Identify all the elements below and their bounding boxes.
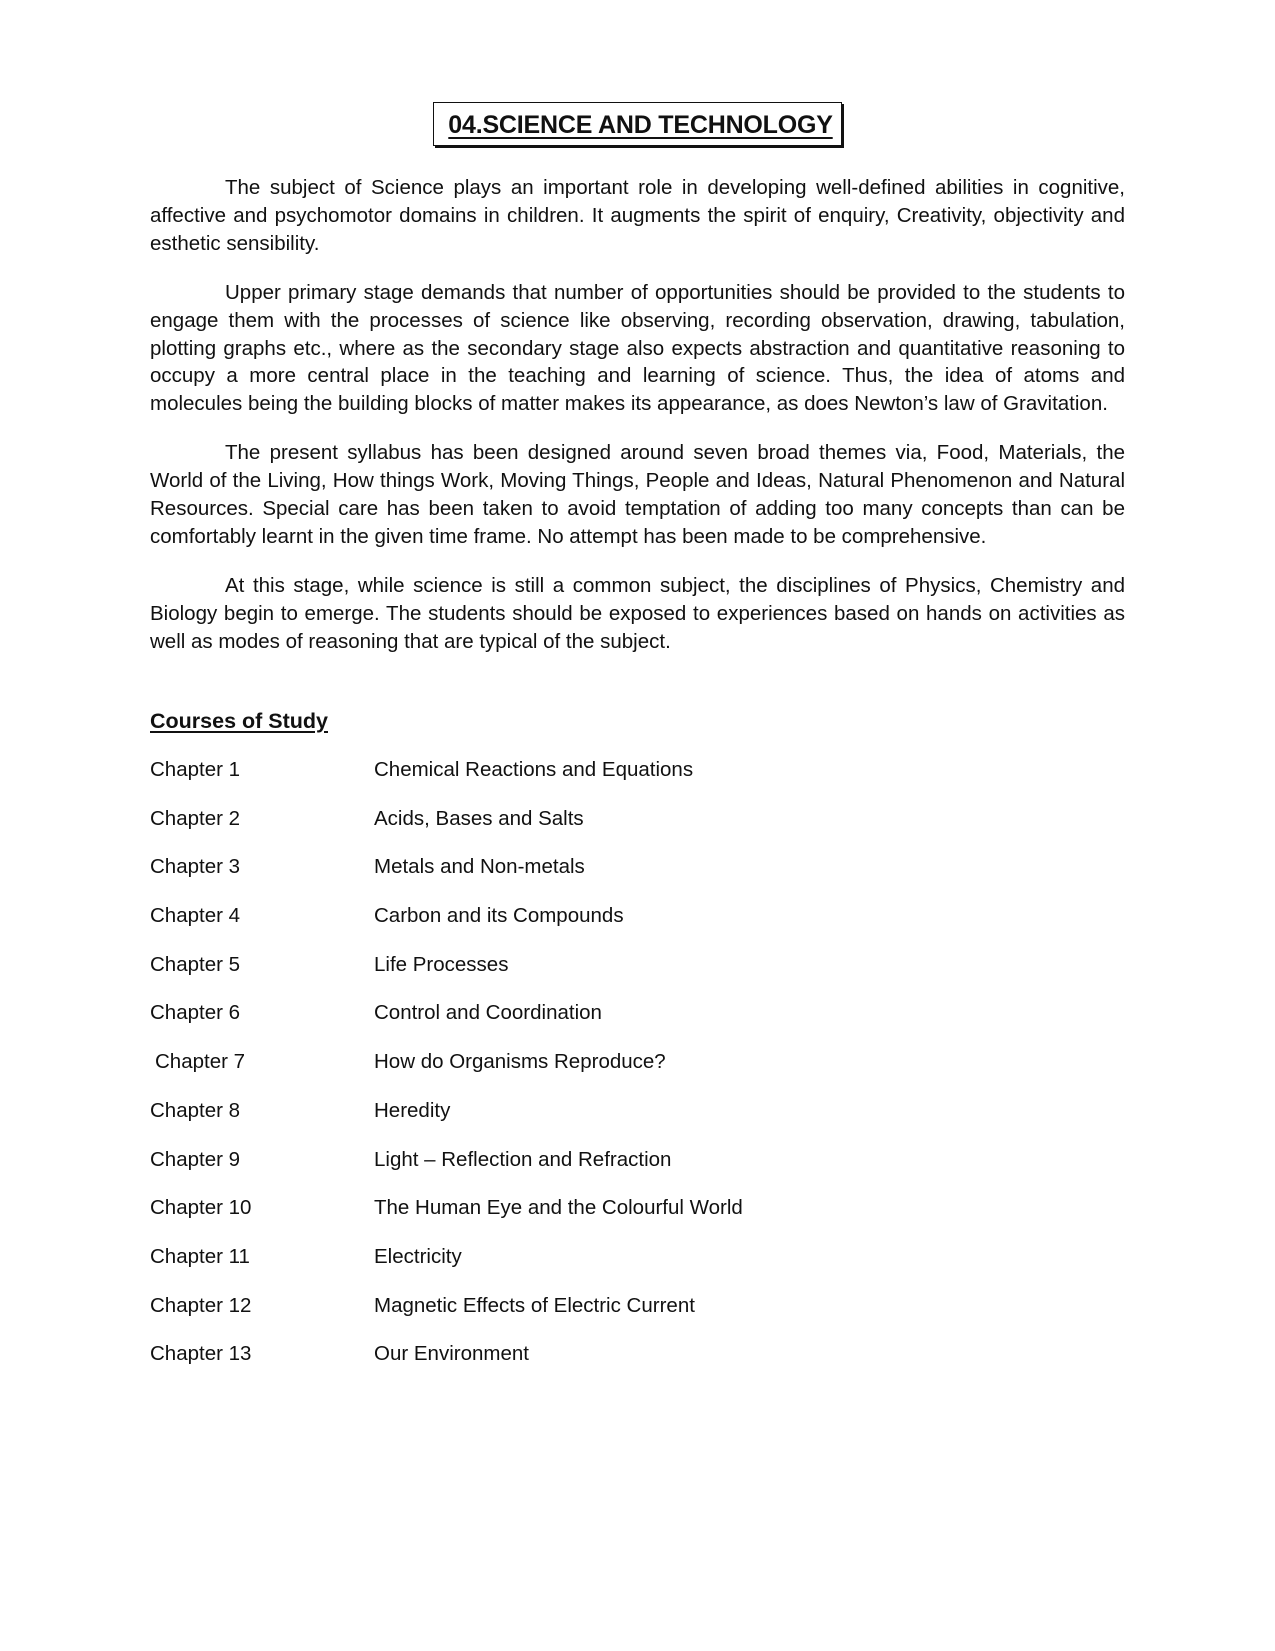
chapter-number: Chapter 1	[150, 758, 241, 781]
chapter-number: Chapter 2	[150, 806, 241, 830]
chapter-row	[150, 1146, 1050, 1195]
chapter-number: Chapter 13	[150, 1342, 252, 1366]
chapter-title: Control and Coordination	[374, 1001, 602, 1025]
chapter-row	[150, 1097, 1050, 1146]
chapter-row	[150, 902, 1050, 951]
chapter-number: Chapter 4	[150, 904, 241, 928]
chapter-number: Chapter 10	[150, 1196, 252, 1220]
title-container	[0, 102, 1275, 146]
chapter-number: Chapter 12	[150, 1293, 252, 1317]
introduction-text	[150, 174, 1125, 677]
chapter-title: Electricity	[374, 1244, 462, 1268]
chapter-title: Heredity	[374, 1098, 451, 1122]
chapter-title: Magnetic Effects of Electric Current	[374, 1293, 695, 1317]
chapter-list	[150, 756, 1050, 1389]
paragraph: Upper primary stage demands that number of opportunities should be provided to the students to engage them with the processes of science like observing, recording observation, drawing, tabulation, plotting graphs etc., where as the secondary stage also expects abstraction and quantitative reasoning to occupy a more central place in the teaching and learning of science. Thus, the idea of atoms and molecules being the building blocks of matter makes its appearance, as does Newton’s law of Gravitation.	[150, 280, 1125, 416]
chapter-number: Chapter 6	[150, 1001, 241, 1025]
chapter-title: The Human Eye and the Colourful World	[374, 1196, 743, 1220]
chapter-number: Chapter 11	[150, 1244, 250, 1268]
chapter-title: Chemical Reactions and Equations	[374, 758, 694, 781]
chapter-number: Chapter 5	[150, 952, 241, 976]
chapter-row	[150, 1048, 1050, 1097]
paragraph: The present syllabus has been designed around seven broad themes via, Food, Materials, the World of the Living, How things Work, Moving Things, People and Ideas, Natural Phenomenon and Natural Resources. Special care has been taken to avoid temptation of adding too many concepts than can be comfortably learnt in the given time frame. No attempt has been made to be comprehensive.	[150, 441, 1125, 548]
chapter-number: Chapter 8	[150, 1098, 241, 1122]
chapter-title: How do Organisms Reproduce?	[374, 1050, 666, 1074]
chapter-row	[150, 1292, 1050, 1341]
courses-heading: Courses of Study	[150, 709, 328, 733]
paragraph: At this stage, while science is still a common subject, the disciplines of Physics, Chemistry and Biology begin to emerge. The students should be exposed to experiences based on hands on activities as well as modes of reasoning that are typical of the subject.	[150, 573, 1125, 653]
chapter-row	[150, 805, 1050, 854]
paragraph: The subject of Science plays an important role in developing well-defined abilities in cognitive, affective and psychomotor domains in children. It augments the spirit of enquiry, Creativity, objectivity and esthetic sensibility.	[150, 176, 1125, 255]
chapter-row	[150, 853, 1050, 902]
chapter-number: Chapter 3	[150, 855, 241, 879]
chapter-title: Acids, Bases and Salts	[374, 806, 584, 830]
chapter-row	[150, 1194, 1050, 1243]
chapter-row	[150, 1340, 1050, 1389]
chapter-title: Metals and Non-metals	[374, 855, 585, 879]
chapter-title: Our Environment	[374, 1342, 529, 1366]
chapter-number: Chapter 7	[155, 1050, 246, 1074]
chapter-row	[150, 951, 1050, 1000]
chapter-row	[150, 1243, 1050, 1292]
chapter-title: Light – Reflection and Refraction	[374, 1147, 672, 1171]
page-title: 04.SCIENCE AND TECHNOLOGY	[433, 102, 841, 146]
chapter-row	[150, 756, 1050, 805]
chapter-number: Chapter 9	[150, 1147, 241, 1171]
chapter-title: Life Processes	[374, 952, 509, 976]
chapter-title: Carbon and its Compounds	[374, 904, 624, 928]
chapter-row	[150, 999, 1050, 1048]
